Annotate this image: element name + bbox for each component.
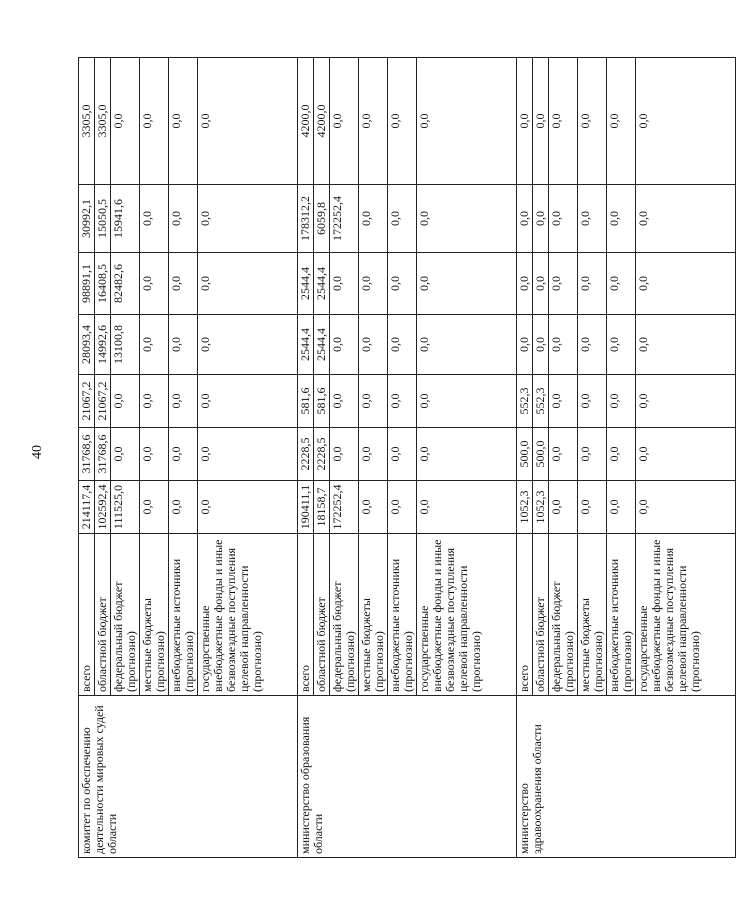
value-cell: 0,0: [359, 315, 388, 375]
value-cell: 0,0: [417, 185, 517, 253]
value-cell: 0,0: [607, 58, 636, 185]
value-cell: 0,0: [111, 58, 140, 185]
value-cell: 0,0: [636, 375, 736, 428]
value-cell: 0,0: [417, 428, 517, 481]
value-cell: 102592,4: [95, 481, 111, 534]
funding-source-cell: государственные внебюджетные фонды и иные безвозмездные поступления целевой направленности (прогнозно): [636, 534, 736, 696]
value-cell: 0,0: [140, 315, 169, 375]
value-cell: 0,0: [198, 428, 298, 481]
value-cell: 0,0: [169, 428, 198, 481]
value-cell: 4200,0: [314, 58, 330, 185]
funding-source-cell: областной бюджет: [95, 534, 111, 696]
table-body: [79, 58, 736, 858]
value-cell: 21067,2: [79, 375, 95, 428]
value-cell: 0,0: [198, 315, 298, 375]
value-cell: 0,0: [578, 481, 607, 534]
value-cell: 0,0: [388, 58, 417, 185]
value-cell: 0,0: [578, 58, 607, 185]
value-cell: 552,3: [533, 375, 549, 428]
value-cell: 0,0: [607, 315, 636, 375]
table-row: [517, 58, 533, 858]
value-cell: 500,0: [517, 428, 533, 481]
value-cell: 0,0: [607, 253, 636, 315]
value-cell: 3305,0: [79, 58, 95, 185]
value-cell: 0,0: [417, 315, 517, 375]
value-cell: 0,0: [578, 375, 607, 428]
value-cell: 0,0: [388, 253, 417, 315]
value-cell: 172252,4: [330, 185, 359, 253]
value-cell: 0,0: [417, 58, 517, 185]
funding-source-cell: внебюджетные источники (прогнозно): [169, 534, 198, 696]
value-cell: 0,0: [607, 185, 636, 253]
value-cell: 0,0: [636, 58, 736, 185]
value-cell: 111525,0: [111, 481, 140, 534]
value-cell: 15050,5: [95, 185, 111, 253]
value-cell: 2228,5: [298, 428, 314, 481]
value-cell: 581,6: [314, 375, 330, 428]
value-cell: 0,0: [388, 185, 417, 253]
funding-source-cell: внебюджетные источники (прогнозно): [607, 534, 636, 696]
value-cell: 0,0: [549, 253, 578, 315]
value-cell: 0,0: [533, 315, 549, 375]
funding-source-cell: местные бюджеты (прогнозно): [140, 534, 169, 696]
value-cell: 2544,4: [314, 253, 330, 315]
value-cell: 31768,6: [79, 428, 95, 481]
value-cell: 0,0: [636, 253, 736, 315]
value-cell: 0,0: [140, 375, 169, 428]
value-cell: 0,0: [140, 58, 169, 185]
value-cell: 15941,6: [111, 185, 140, 253]
value-cell: 2544,4: [314, 315, 330, 375]
value-cell: 190411,1: [298, 481, 314, 534]
value-cell: 0,0: [388, 481, 417, 534]
value-cell: 0,0: [140, 185, 169, 253]
value-cell: 0,0: [636, 315, 736, 375]
value-cell: 0,0: [607, 428, 636, 481]
value-cell: 0,0: [359, 185, 388, 253]
rotated-table-area: [78, 58, 702, 858]
funding-source-cell: областной бюджет: [533, 534, 549, 696]
value-cell: 0,0: [578, 185, 607, 253]
organization-cell: министерство образования области: [298, 696, 517, 858]
value-cell: 0,0: [169, 315, 198, 375]
value-cell: 0,0: [359, 481, 388, 534]
value-cell: 581,6: [298, 375, 314, 428]
value-cell: 0,0: [517, 185, 533, 253]
value-cell: 0,0: [549, 481, 578, 534]
value-cell: 82482,6: [111, 253, 140, 315]
value-cell: 0,0: [169, 375, 198, 428]
value-cell: 16408,5: [95, 253, 111, 315]
value-cell: 0,0: [111, 428, 140, 481]
funding-source-cell: всего: [298, 534, 314, 696]
organization-cell: комитет по обеспечению деятельности мировых судей области: [79, 696, 298, 858]
value-cell: 0,0: [388, 375, 417, 428]
funding-source-cell: внебюджетные источники (прогнозно): [388, 534, 417, 696]
value-cell: 0,0: [549, 375, 578, 428]
value-cell: 0,0: [198, 185, 298, 253]
value-cell: 0,0: [578, 315, 607, 375]
value-cell: 98891,1: [79, 253, 95, 315]
value-cell: 0,0: [198, 58, 298, 185]
value-cell: 178312,2: [298, 185, 314, 253]
value-cell: 6059,8: [314, 185, 330, 253]
value-cell: 2544,4: [298, 315, 314, 375]
funding-source-cell: местные бюджеты (прогнозно): [578, 534, 607, 696]
value-cell: 0,0: [607, 375, 636, 428]
value-cell: 0,0: [636, 481, 736, 534]
funding-table: [78, 57, 736, 858]
value-cell: 1052,3: [517, 481, 533, 534]
value-cell: 21067,2: [95, 375, 111, 428]
value-cell: 1052,3: [533, 481, 549, 534]
value-cell: 0,0: [198, 253, 298, 315]
value-cell: 2228,5: [314, 428, 330, 481]
value-cell: 0,0: [140, 428, 169, 481]
funding-source-cell: федеральный бюджет (прогнозно): [111, 534, 140, 696]
funding-source-cell: государственные внебюджетные фонды и иные безвозмездные поступления целевой направленности (прогнозно): [417, 534, 517, 696]
value-cell: 18158,7: [314, 481, 330, 534]
value-cell: 28093,4: [79, 315, 95, 375]
value-cell: 214117,4: [79, 481, 95, 534]
value-cell: 0,0: [636, 428, 736, 481]
funding-source-cell: федеральный бюджет (прогнозно): [549, 534, 578, 696]
value-cell: 31768,6: [95, 428, 111, 481]
value-cell: 13100,8: [111, 315, 140, 375]
value-cell: 0,0: [388, 315, 417, 375]
value-cell: 0,0: [417, 481, 517, 534]
value-cell: 0,0: [533, 253, 549, 315]
value-cell: 0,0: [169, 481, 198, 534]
value-cell: 0,0: [140, 481, 169, 534]
value-cell: 0,0: [198, 375, 298, 428]
value-cell: 552,3: [517, 375, 533, 428]
value-cell: 0,0: [330, 428, 359, 481]
funding-source-cell: областной бюджет: [314, 534, 330, 696]
value-cell: 0,0: [359, 375, 388, 428]
value-cell: 0,0: [417, 253, 517, 315]
value-cell: 0,0: [517, 253, 533, 315]
value-cell: 0,0: [607, 481, 636, 534]
organization-cell: министерство здравоохранения области: [517, 696, 736, 858]
value-cell: 0,0: [359, 428, 388, 481]
value-cell: 0,0: [533, 58, 549, 185]
value-cell: 0,0: [169, 185, 198, 253]
table-row: [298, 58, 314, 858]
value-cell: 0,0: [198, 481, 298, 534]
value-cell: 0,0: [330, 315, 359, 375]
value-cell: 0,0: [517, 315, 533, 375]
value-cell: 14992,6: [95, 315, 111, 375]
funding-source-cell: федеральный бюджет (прогнозно): [330, 534, 359, 696]
value-cell: 4200,0: [298, 58, 314, 185]
value-cell: 0,0: [330, 375, 359, 428]
value-cell: 0,0: [578, 428, 607, 481]
value-cell: 0,0: [140, 253, 169, 315]
value-cell: 0,0: [549, 428, 578, 481]
value-cell: 3305,0: [95, 58, 111, 185]
value-cell: 0,0: [417, 375, 517, 428]
value-cell: 0,0: [636, 185, 736, 253]
value-cell: 0,0: [578, 253, 607, 315]
page-number: 40: [30, 445, 45, 459]
funding-source-cell: всего: [79, 534, 95, 696]
value-cell: 0,0: [533, 185, 549, 253]
value-cell: 0,0: [169, 253, 198, 315]
value-cell: 0,0: [111, 375, 140, 428]
value-cell: 0,0: [330, 253, 359, 315]
value-cell: 0,0: [388, 428, 417, 481]
value-cell: 0,0: [330, 58, 359, 185]
value-cell: 0,0: [517, 58, 533, 185]
table-row: [79, 58, 95, 858]
value-cell: 30992,1: [79, 185, 95, 253]
funding-source-cell: государственные внебюджетные фонды и иные безвозмездные поступления целевой направленности (прогнозно): [198, 534, 298, 696]
value-cell: 0,0: [549, 58, 578, 185]
funding-source-cell: всего: [517, 534, 533, 696]
value-cell: 0,0: [549, 315, 578, 375]
value-cell: 0,0: [169, 58, 198, 185]
funding-source-cell: местные бюджеты (прогнозно): [359, 534, 388, 696]
value-cell: 0,0: [359, 253, 388, 315]
value-cell: 172252,4: [330, 481, 359, 534]
value-cell: 0,0: [359, 58, 388, 185]
table-rotor: [78, 58, 702, 858]
value-cell: 0,0: [549, 185, 578, 253]
value-cell: 2544,4: [298, 253, 314, 315]
value-cell: 500,0: [533, 428, 549, 481]
